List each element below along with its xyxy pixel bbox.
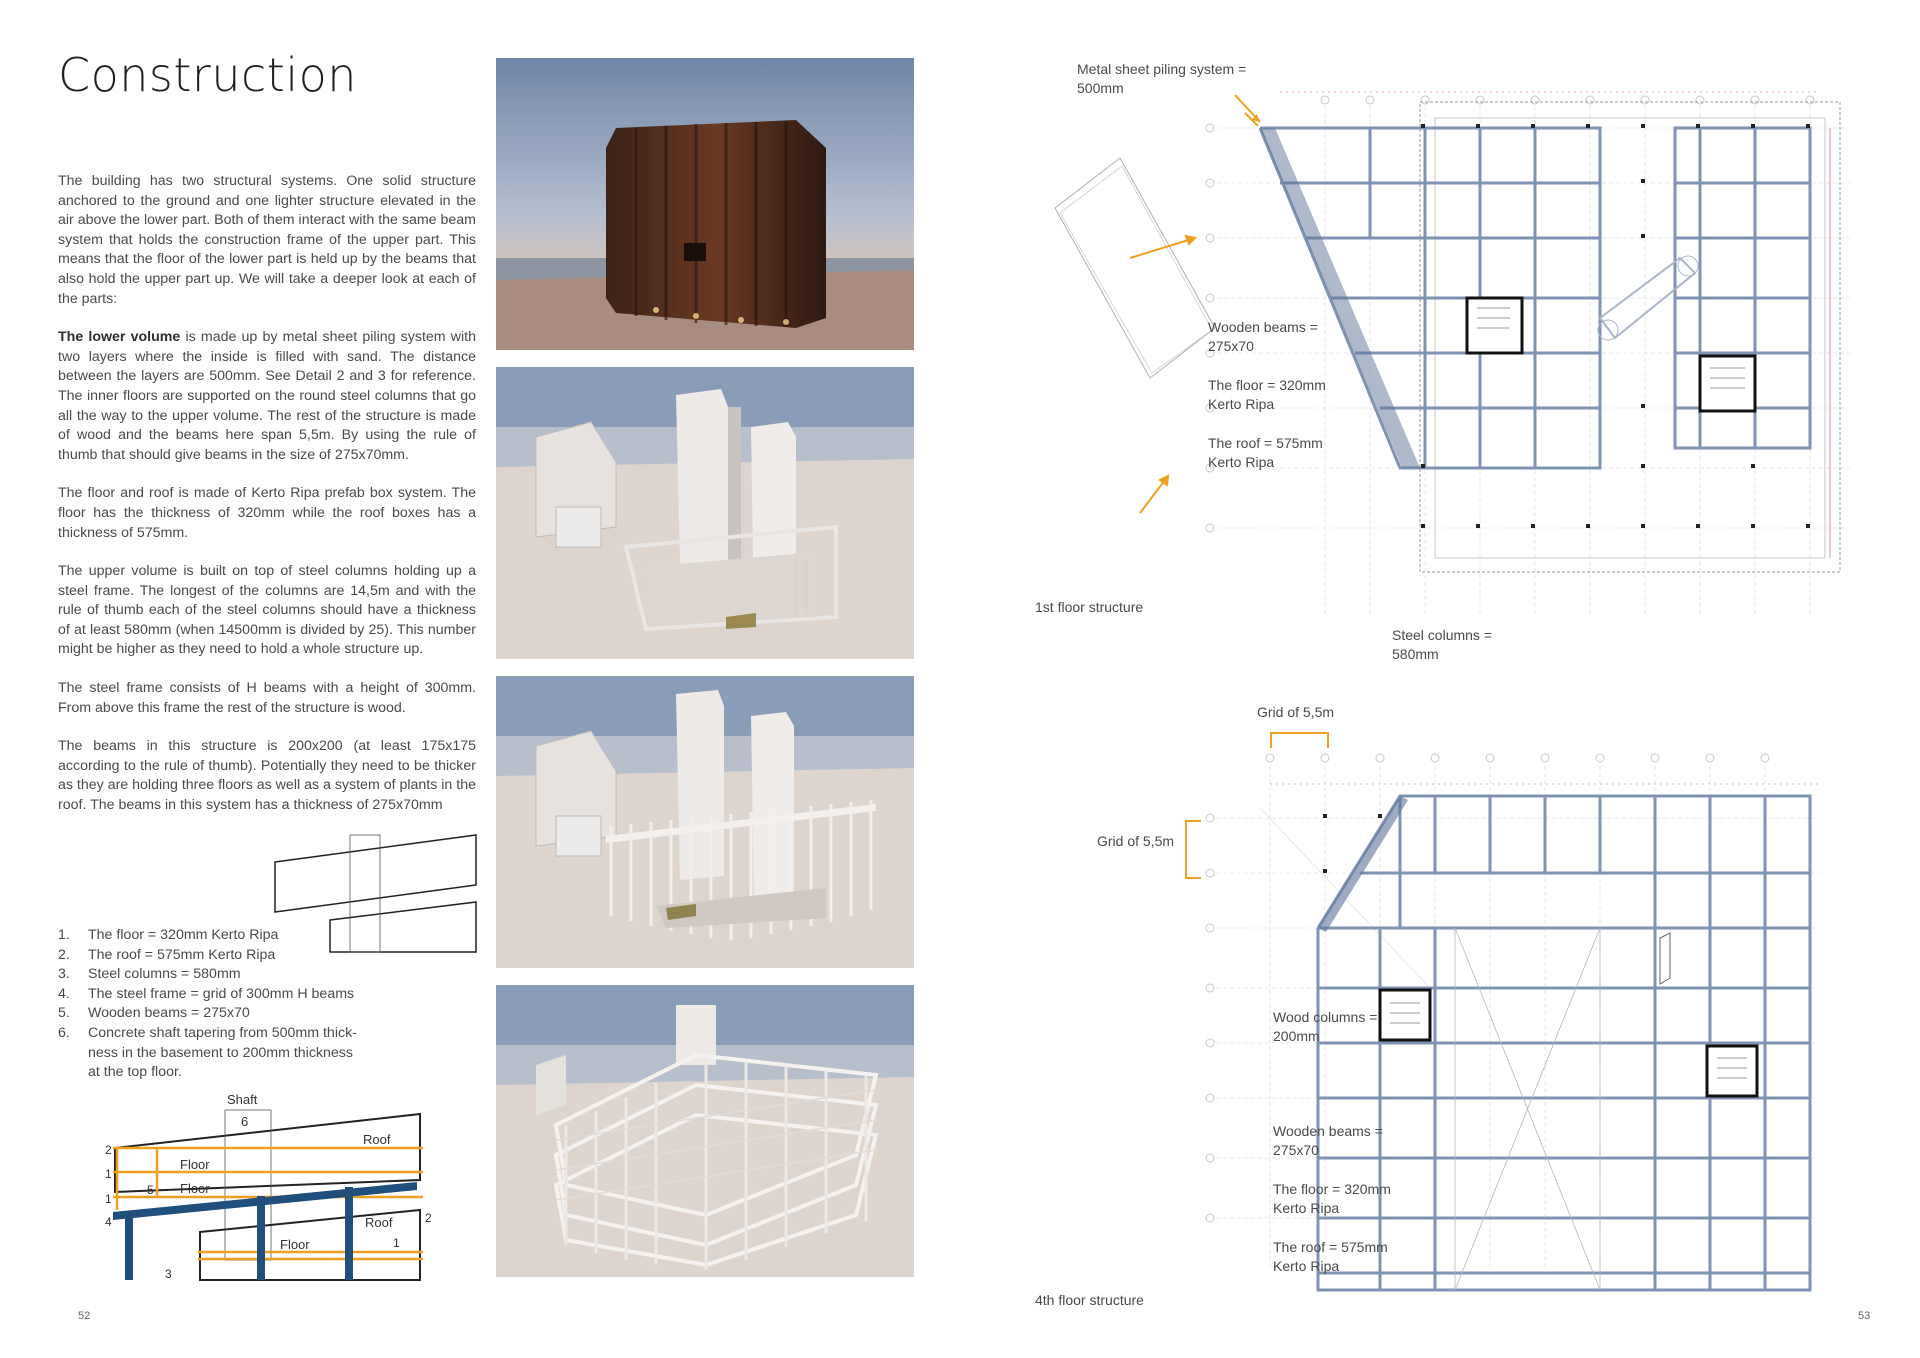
section-number-1a: 1	[105, 1167, 112, 1181]
plan-1st-floor	[1040, 58, 1860, 678]
plan1-roof-line1: The roof = 575mm	[1208, 435, 1323, 451]
plan4-beams-line2: 275x70	[1273, 1142, 1319, 1158]
list-item	[58, 926, 357, 946]
plan1-floor-label	[1208, 376, 1326, 414]
list-item-text: The roof = 575mm Kerto Ripa	[88, 946, 276, 963]
lower-volume-lead: The lower volume	[58, 329, 181, 346]
plan1-floor-line1: The floor = 320mm	[1208, 377, 1326, 393]
page-title: Construction	[58, 48, 357, 102]
page-number-left: 52	[78, 1310, 91, 1322]
list-item-number	[58, 1044, 88, 1064]
render-lower-volume	[496, 367, 914, 659]
grid-top-bracket	[1268, 730, 1338, 750]
intro-paragraph: The building has two structural systems. One solid structure anchored to the ground and one lighter structure elevated in the air above the lower part. Both of them interact with the same beam system that holds the construction frame of the upper part. This means that the floor of the lower part is held up by the beams that also hold the upper part up. We will take a deeper look at each of the parts:	[58, 173, 476, 307]
piling-label-line2: 500mm	[1077, 80, 1124, 96]
list-item	[58, 965, 357, 985]
section-number-4: 4	[105, 1215, 112, 1229]
section-number-5: 5	[147, 1183, 154, 1197]
list-item	[58, 1044, 357, 1064]
list-item-text: ness in the basement to 200mm thickness	[88, 1044, 353, 1061]
lower-volume-text: is made up by metal sheet piling system with two layers where the inside is filled with sand. The distance between the layers are 500mm. See Detail 2 and 3 for reference. The inner floors are supported on the round steel columns that go all the way to the upper volume. The rest of the structure is made of wood and the beams here span 5,5m. By using the rule of thumb that should give beams in the size of 275x70mm.	[58, 329, 476, 463]
plan4-beams-label	[1273, 1122, 1383, 1160]
plan4-wood-columns-label	[1273, 1008, 1377, 1046]
floor-label-lower: Floor	[280, 1237, 310, 1252]
section-number-2b: 2	[425, 1211, 432, 1225]
piling-label-line1: Metal sheet piling system =	[1077, 61, 1247, 77]
section-number-3: 3	[165, 1267, 172, 1281]
render-steel-frame	[496, 676, 914, 968]
list-item-text: Concrete shaft tapering from 500mm thick-	[88, 1024, 357, 1041]
upper-volume-paragraph: The upper volume is built on top of steel columns holding up a steel frame. The longest of the columns are 14,5m and with the rule of thumb each of the steel columns should have a thickness of at least 580mm (when 14500mm is divided by 25). This number might be higher as they need to hold a whole structure up.	[58, 563, 476, 658]
list-item	[58, 1063, 357, 1083]
plan1-caption: 1st floor structure	[1035, 599, 1144, 615]
plan4-wood-columns-line1: Wood columns =	[1273, 1009, 1378, 1025]
plan4-floor-line2: Kerto Ripa	[1273, 1200, 1340, 1216]
list-item-text: at the top floor.	[88, 1064, 182, 1081]
render-wooden-structure	[496, 985, 914, 1277]
plan1-roof-line2: Kerto Ripa	[1208, 454, 1275, 470]
plan4-wood-columns-line2: 200mm	[1273, 1028, 1320, 1044]
list-item-number: 2.	[58, 946, 70, 963]
list-item	[58, 1024, 357, 1044]
body-text	[58, 172, 476, 835]
floor-label-a: Floor	[180, 1157, 210, 1172]
beams-paragraph: The beams in this structure is 200x200 (at least 175x175 according to the rule of thumb). Potentially they need to be thicker as they are holding three floors as well as a system of plants in the roof. The beams in this system has a thickness of 275x70mm	[58, 738, 476, 814]
plan4-roof-label	[1273, 1238, 1388, 1276]
list-item-number: 1.	[58, 927, 70, 943]
steel-frame-paragraph: The steel frame consists of H beams with a height of 300mm. From above this frame the rest of the structure is wood.	[58, 680, 476, 716]
plan4-beams-line1: Wooden beams =	[1273, 1123, 1383, 1139]
plan1-beams-line1: Wooden beams =	[1208, 319, 1318, 335]
plan1-columns-line2: 580mm	[1392, 646, 1439, 662]
section-diagram	[105, 1092, 445, 1282]
plan1-beams-line2: 275x70	[1208, 338, 1254, 354]
grid-left-label: Grid of 5,5m	[1097, 833, 1175, 849]
floor-label-b: Floor	[180, 1181, 210, 1196]
lower-volume-paragraph	[58, 328, 476, 465]
plan1-columns-line1: Steel columns =	[1392, 627, 1492, 643]
plan4-roof-line1: The roof = 575mm	[1273, 1239, 1388, 1255]
photo-exterior-dusk	[496, 58, 914, 350]
piling-arrow	[1230, 90, 1270, 130]
plan4-roof-line2: Kerto Ripa	[1273, 1258, 1340, 1274]
list-item	[58, 985, 357, 1005]
grid-top-label: Grid of 5,5m	[1257, 704, 1335, 720]
plan1-roof-label	[1208, 434, 1323, 472]
component-list	[58, 926, 357, 1083]
list-item-number	[58, 1063, 88, 1083]
floor-roof-paragraph: The floor and roof is made of Kerto Ripa prefab box system. The floor has the thickness of 320mm while the roof boxes has a thickness of 575mm.	[58, 485, 476, 541]
roof-label-upper: Roof	[363, 1132, 391, 1147]
list-item-number: 3.	[58, 966, 70, 983]
list-item-number: 5.	[58, 1005, 70, 1022]
page-number-right: 53	[1858, 1310, 1871, 1322]
roof-label-lower: Roof	[365, 1215, 393, 1230]
list-item	[58, 1004, 357, 1024]
list-item-text: The steel frame = grid of 300mm H beams	[88, 985, 355, 1002]
section-number-1c: 1	[393, 1236, 400, 1250]
plan4-floor-line1: The floor = 320mm	[1273, 1181, 1391, 1197]
plan1-columns-label	[1392, 626, 1492, 664]
section-number-2a: 2	[105, 1143, 112, 1157]
plan1-beams-label	[1208, 318, 1318, 356]
list-item-number: 4.	[58, 985, 70, 1002]
list-item-text: The floor = 320mm Kerto Ripa	[88, 927, 279, 943]
section-number-1b: 1	[105, 1192, 112, 1206]
list-item-text: Wooden beams = 275x70	[88, 1005, 250, 1022]
shaft-number: 6	[241, 1114, 249, 1129]
plan1-floor-line2: Kerto Ripa	[1208, 396, 1275, 412]
shaft-label: Shaft	[227, 1092, 258, 1107]
list-item-text: Steel columns = 580mm	[88, 966, 241, 983]
list-item-number: 6.	[58, 1024, 70, 1041]
plan4-caption: 4th floor structure	[1035, 1292, 1144, 1308]
plan4-floor-label	[1273, 1180, 1391, 1218]
list-item	[58, 946, 357, 966]
